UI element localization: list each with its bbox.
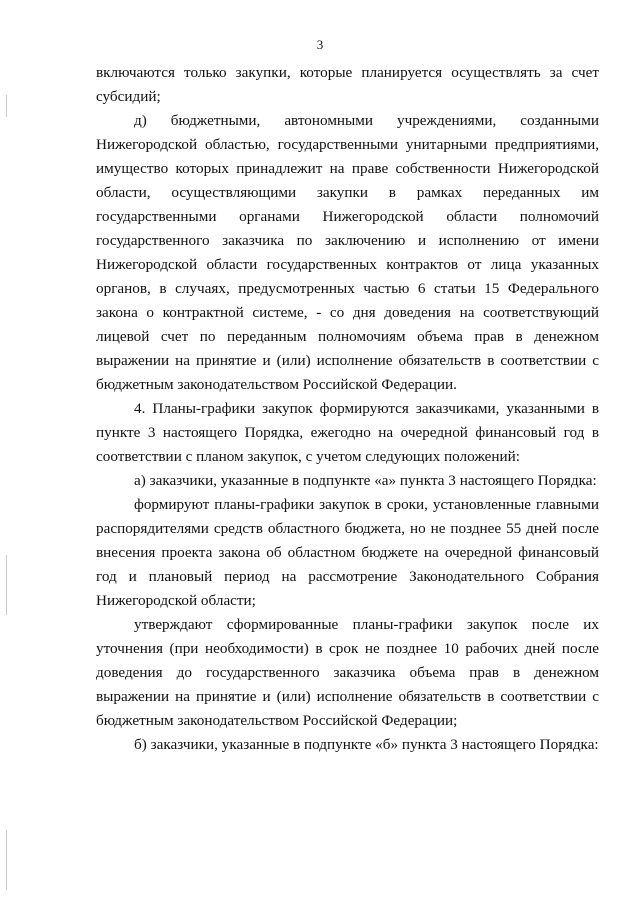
paragraph: д) бюджетными, автономными учреждениями, созданными Нижегородской областью, государственными унитарными предприятиями, имущество которых принадлежит на праве собственности Нижегородской области, осуществляющими закупки в рамках переданных им государственными органами Нижегородской области полномочий государственного заказчика по заключению и исполнению от имени Нижегородской области государственных контрактов от лица указанных органов, в случаях, предусмотренных частью 6 статьи 15 Федерального закона о контрактной системе, - со дня доведения на соответствующий лицевой счет по переданным полномочиям объема прав в денежном выражении на принятие и (или) исполнение обязательств в соответствии с бюджетным законодательством Российской Федерации. <box>96 112 599 393</box>
paragraph: 4. Планы-графики закупок формируются заказчиками, указанными в пункте 3 настоящего Порядка, ежегодно на очередной финансовый год в соответствии с планом закупок, с учетом следующих положений: <box>96 400 599 465</box>
paragraph: формируют планы-графики закупок в сроки, установленные главными распорядителями средств областного бюджета, но не позднее 55 дней после внесения проекта закона об областном бюджете на очередной финансовый год и плановый период на рассмотрение Законодательного Собрания Нижегородской области; <box>96 496 599 609</box>
page-number: 3 <box>316 37 324 52</box>
paragraph: включаются только закупки, которые планируется осуществлять за счет субсидий; <box>96 64 599 105</box>
scan-edge-mark <box>6 830 7 890</box>
body-text <box>96 61 599 757</box>
paragraph: б) заказчики, указанные в подпункте «б» пункта 3 настоящего Порядка: <box>134 736 599 753</box>
paragraph: утверждают сформированные планы-графики закупок после их уточнения (при необходимости) в срок не позднее 10 рабочих дней после доведения до государственного заказчика объема прав в денежном выражении на принятие и (или) исполнение обязательств в соответствии с бюджетным законодательством Российской Федерации; <box>96 616 599 729</box>
scan-edge-mark <box>6 555 7 615</box>
scan-edge-mark <box>6 95 7 117</box>
paragraph: а) заказчики, указанные в подпункте «а» пункта 3 настоящего Порядка: <box>134 472 597 489</box>
